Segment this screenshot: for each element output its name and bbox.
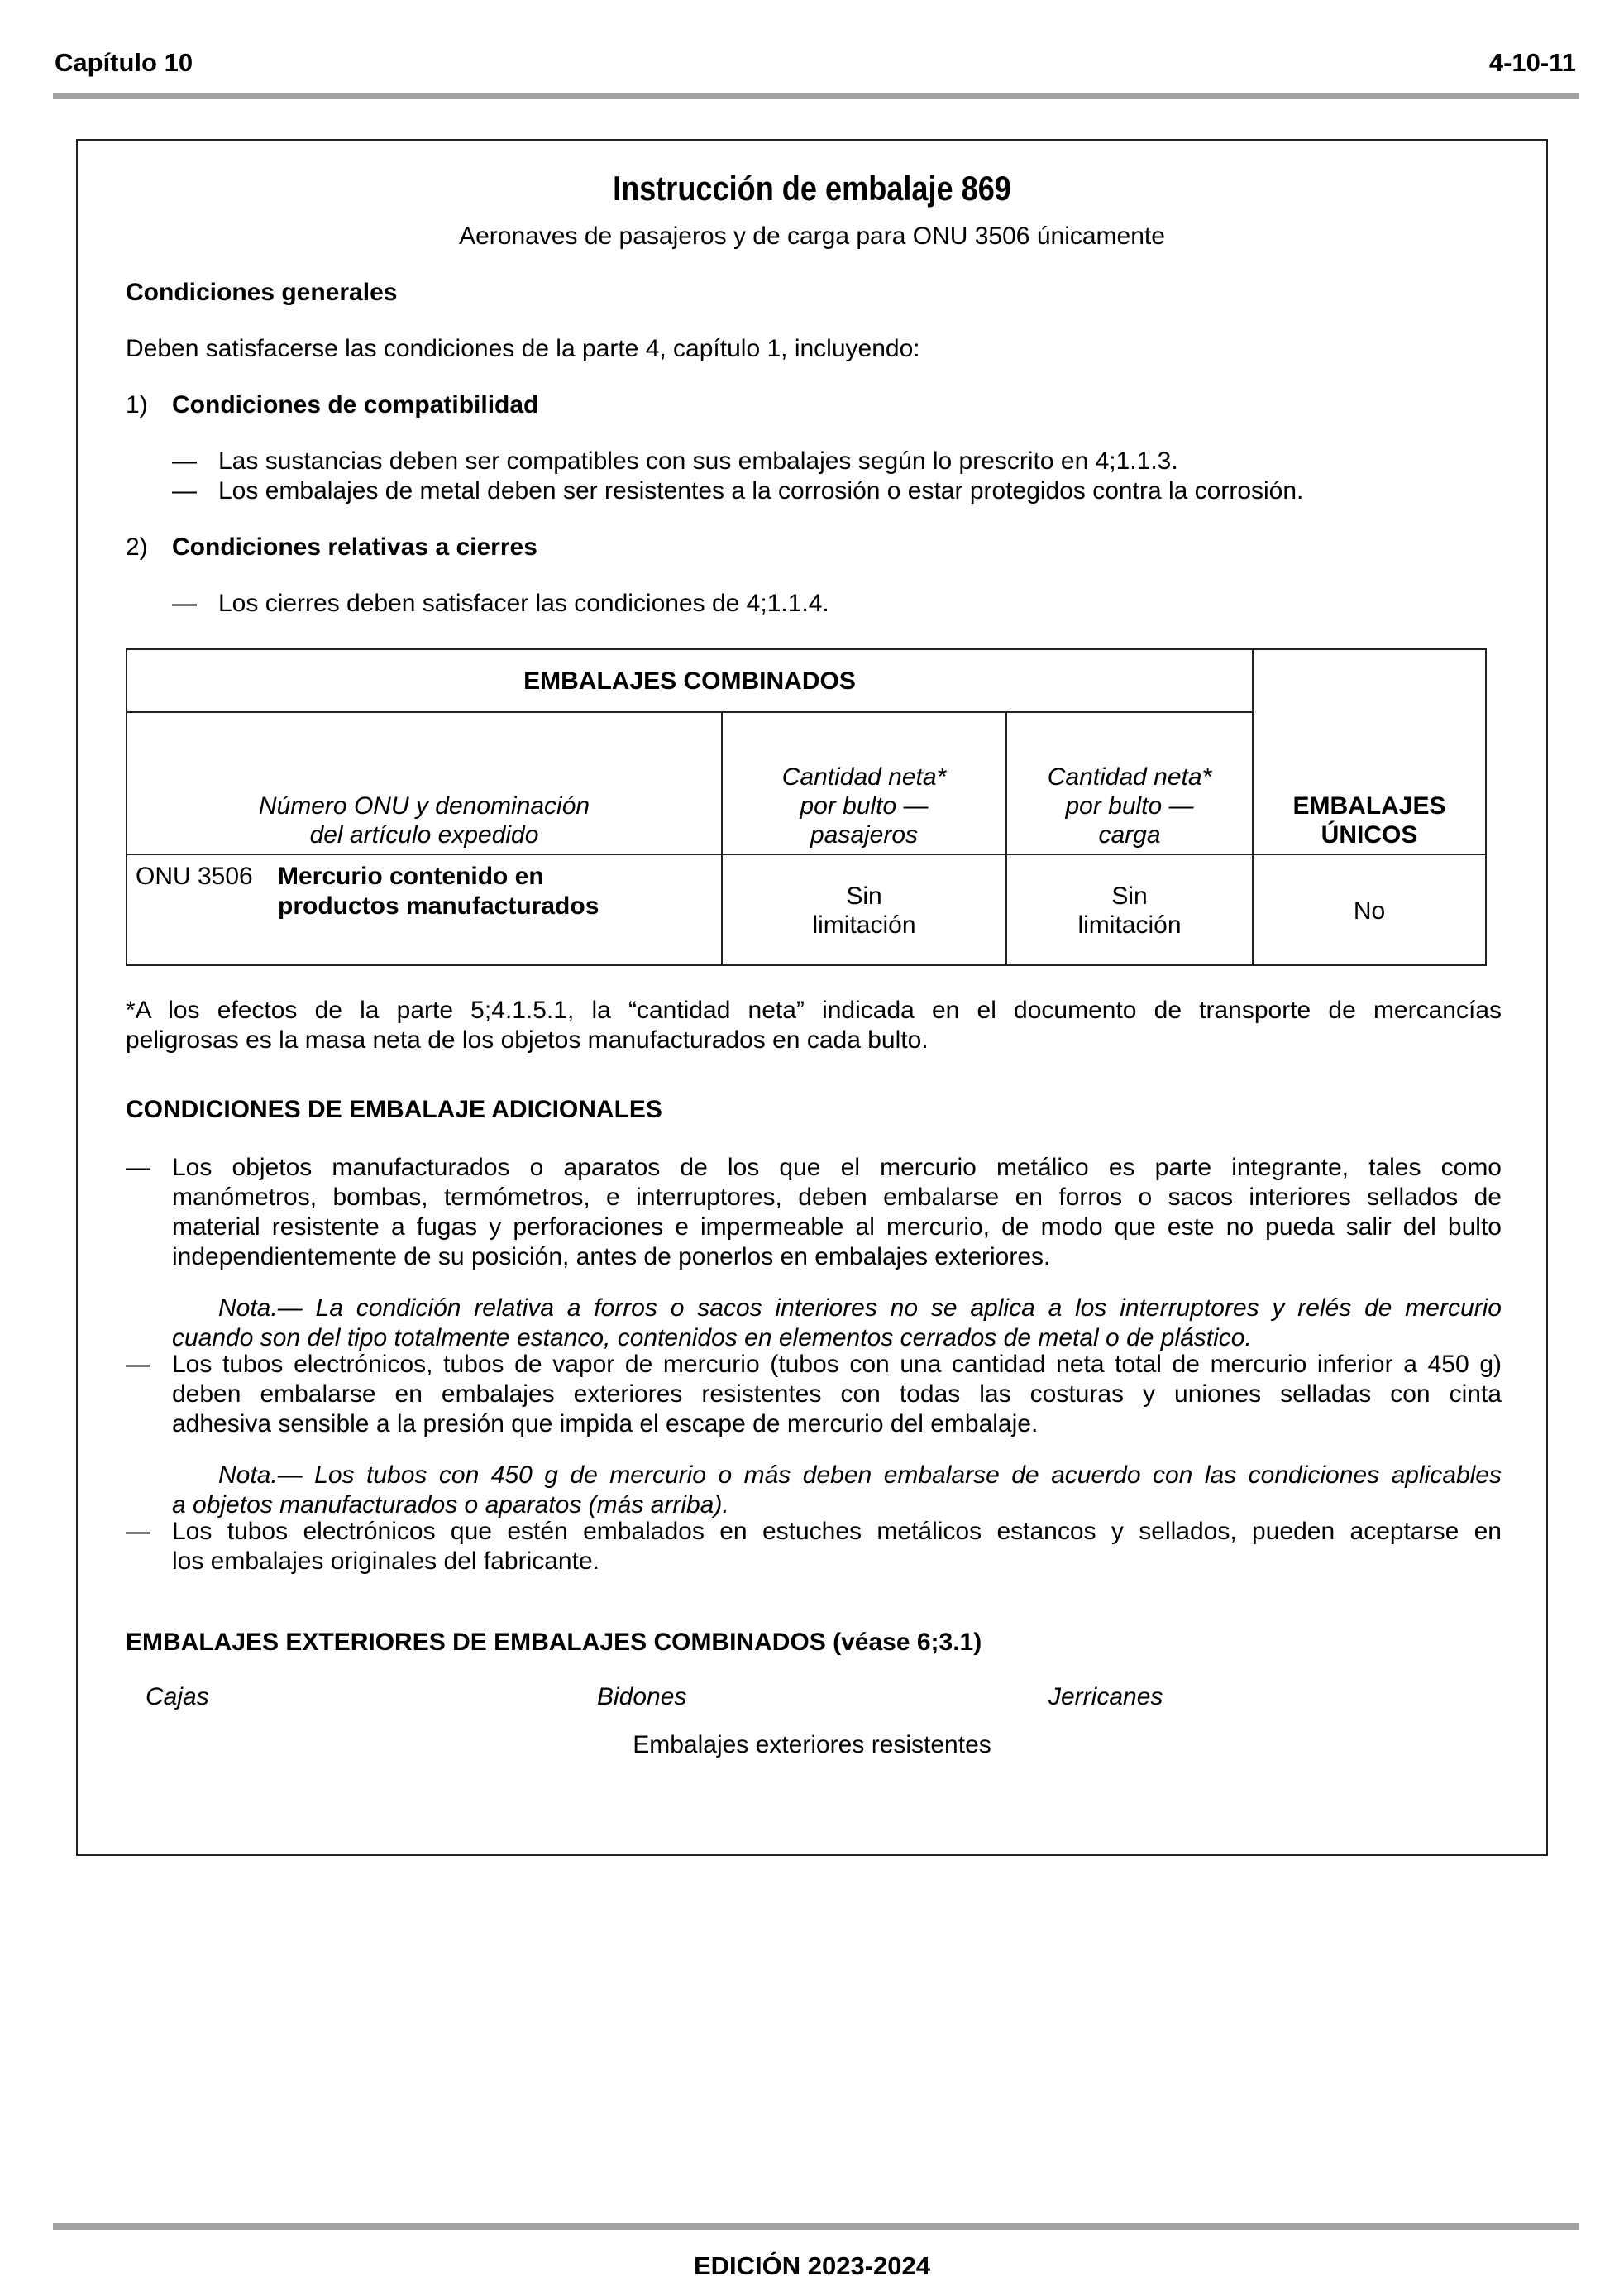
additional-conditions-heading: CONDICIONES DE EMBALAJE ADICIONALES bbox=[126, 1096, 662, 1123]
table-cell-un-number: ONU 3506 bbox=[136, 863, 253, 890]
column-header-cargo-qty: Cantidad neta* por bulto — carga bbox=[1047, 763, 1212, 849]
table-cell-single-packagings: No bbox=[1353, 897, 1386, 925]
note-2: Nota.— Los tubos con 450 g de mercurio o más deben embalarse de acuerdo con las condiciones aplicables a objetos manufacturados o aparatos (más arriba). bbox=[172, 1461, 1502, 1519]
column-header-un-name: Número ONU y denominación del artículo expedido bbox=[258, 792, 590, 849]
dash-bullet: — bbox=[126, 1518, 150, 1545]
additional-condition-1: Los objetos manufacturados o aparatos de los que el mercurio metálico es parte integrante, tales como manómetros, bombas, termómetros, e interruptores, deben embalarse en forros o sacos interiores sellados de material resistente a fugas y perforaciones e impermeable al mercurio, de modo que este no pueda salir del bulto independientemente de su posición, antes de ponerlos en embalajes exteriores. bbox=[172, 1154, 1502, 1270]
dash-bullet: — bbox=[126, 1154, 150, 1181]
condition-2-number: 2) bbox=[126, 533, 148, 561]
outer-type-boxes: Cajas bbox=[146, 1683, 209, 1710]
edition-label: EDICIÓN 2023-2024 bbox=[693, 2251, 931, 2280]
additional-condition-2: Los tubos electrónicos, tubos de vapor de mercurio (tubos con una cantidad neta total de mercurio inferior a 450 g) deben embalarse en embalajes exteriores resistentes con todas las costuras y uniones selladas con cinta adhesiva sensible a la presión que impida el escape de mercurio del embalaje. bbox=[172, 1351, 1502, 1437]
list-item: Los embalajes de metal deben ser resistentes a la corrosión o estar protegidos contra la corrosión. bbox=[218, 477, 1304, 505]
list-item: Las sustancias deben ser compatibles con sus embalajes según lo prescrito en 4;1.1.3. bbox=[218, 447, 1178, 475]
outer-type-drums: Bidones bbox=[597, 1683, 687, 1710]
note-1: Nota.— La condición relativa a forros o sacos interiores no se aplica a los interruptores y relés de mercurio cuando son del tipo totalmente estanco, contenidos en elementos cerrados de metal o de plástico. bbox=[172, 1294, 1502, 1351]
header-rule bbox=[53, 93, 1579, 99]
outer-packagings-note: Embalajes exteriores resistentes bbox=[633, 1731, 991, 1758]
table-footnote: *A los efectos de la parte 5;4.1.5.1, la “cantidad neta” indicada en el documento de transporte de mercancías peligrosas es la masa neta de los objetos manufacturados en cada bulto. bbox=[126, 997, 1502, 1054]
condition-2-title: Condiciones relativas a cierres bbox=[172, 533, 537, 561]
condition-1-number: 1) bbox=[126, 391, 148, 419]
packaging-table bbox=[126, 648, 1487, 966]
dash-bullet: — bbox=[172, 477, 197, 505]
footer-rule bbox=[53, 2223, 1579, 2230]
dash-bullet: — bbox=[172, 447, 197, 475]
chapter-label: Capítulo 10 bbox=[55, 48, 193, 77]
page-subtitle: Aeronaves de pasajeros y de carga para ONU 3506 únicamente bbox=[459, 222, 1165, 250]
list-item: Los cierres deben satisfacer las condiciones de 4;1.1.4. bbox=[218, 590, 829, 617]
additional-condition-3: Los tubos electrónicos que estén embalados en estuches metálicos estancos y sellados, pueden aceptarse en los embalajes originales del fabricante. bbox=[172, 1518, 1502, 1575]
dash-bullet: — bbox=[126, 1351, 150, 1378]
page-number: 4-10-11 bbox=[1488, 48, 1576, 77]
general-conditions-intro: Deben satisfacerse las condiciones de la parte 4, capítulo 1, incluyendo: bbox=[126, 335, 920, 362]
outer-packagings-heading: EMBALAJES EXTERIORES DE EMBALAJES COMBINADOS (véase 6;3.1) bbox=[126, 1629, 982, 1656]
column-header-single-packagings: EMBALAJES ÚNICOS bbox=[1292, 792, 1446, 849]
dash-bullet: — bbox=[172, 590, 197, 617]
condition-1-title: Condiciones de compatibilidad bbox=[172, 391, 539, 419]
column-header-passenger-qty: Cantidad neta* por bulto — pasajeros bbox=[781, 763, 947, 849]
outer-type-jerricans: Jerricanes bbox=[1048, 1683, 1163, 1710]
page-title: Instrucción de embalaje 869 bbox=[613, 169, 1011, 208]
general-conditions-heading: Condiciones generales bbox=[126, 279, 398, 306]
table-cell-passenger-qty: Sin limitación bbox=[812, 883, 916, 939]
table-cell-item-name: Mercurio contenido en productos manufacturados bbox=[278, 863, 599, 920]
table-group-header: EMBALAJES COMBINADOS bbox=[523, 667, 856, 695]
packing-instruction-box bbox=[76, 139, 1548, 1856]
table-cell-cargo-qty: Sin limitación bbox=[1077, 883, 1182, 939]
